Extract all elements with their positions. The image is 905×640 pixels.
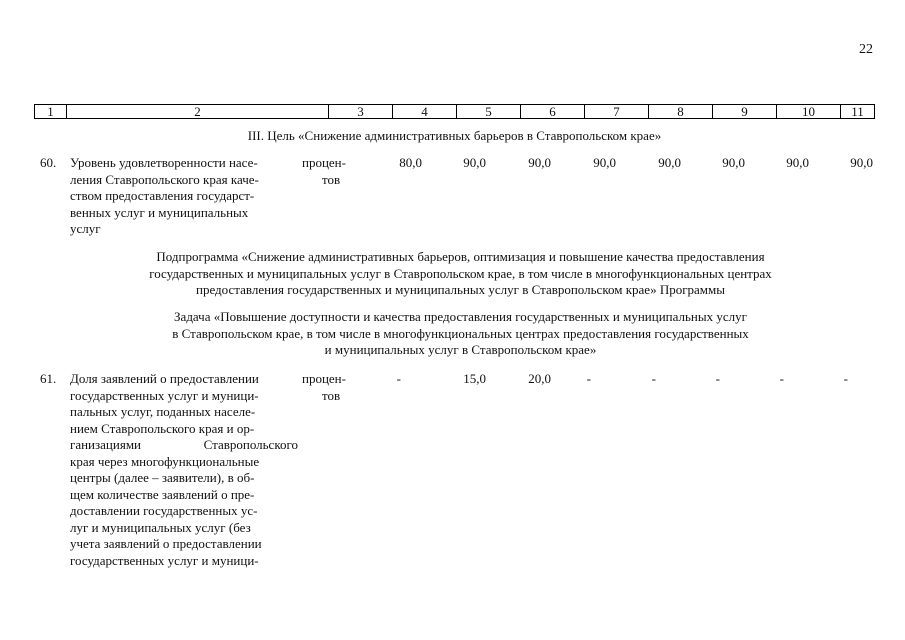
column-header-5: 5 — [457, 105, 521, 118]
column-header-4: 4 — [393, 105, 457, 118]
justified-word: Ставропольского — [203, 437, 298, 452]
row-value: 90,0 — [850, 155, 873, 170]
goal-title: III. Цель «Снижение административных барьеров в Ставропольском крае» — [247, 128, 662, 143]
row-unit: процен- тов — [302, 371, 346, 403]
row-value: - — [715, 371, 720, 386]
column-header-2: 2 — [67, 105, 329, 118]
page-number: 22 — [859, 42, 873, 57]
row-value: 15,0 — [463, 371, 486, 386]
column-header-6: 6 — [521, 105, 585, 118]
row-value: 90,0 — [463, 155, 486, 170]
column-header-7: 7 — [585, 105, 649, 118]
row-value: 90,0 — [658, 155, 681, 170]
row-description: Доля заявлений о предоставлении государственных услуг и муници- пальных услуг, поданных населе- нием Ставропольского края и ор- ганизациями Ставропольского края через многофункциональные центры (далее – заявители), в об- щем количестве заявлений о пре- доставлении государственных ус- луг и муниципальных услуг (без учета заявлений о предоставлении государственных услуг и муници- — [70, 371, 298, 568]
row-value: - — [779, 371, 784, 386]
task-title: Задача «Повышение доступности и качества предоставления государственных и муниципальных услуг в Ставропольском крае, в том числе в многофункциональных центрах предоставления государственных и муниципальных услуг в Ставропольском крае» — [172, 309, 749, 357]
column-header-1: 1 — [35, 105, 67, 118]
row-unit: процен- тов — [302, 155, 346, 187]
row-number: 61. — [40, 371, 57, 386]
row-value: 90,0 — [786, 155, 809, 170]
row-value: - — [586, 371, 591, 386]
justified-word: ганизациями — [70, 437, 141, 452]
row-value: 20,0 — [528, 371, 551, 386]
subprogram-title: Подпрограмма «Снижение административных барьеров, оптимизация и повышение качества предоставления государственных и муниципальных услуг в Ставропольском крае, в том числе в многофункциональных центрах предоставления государственных и муниципальных услуг в Ставропольском крае» Программы — [149, 249, 772, 297]
row-description: Уровень удовлетворенности насе- ления Ставропольского края каче- ством предоставления государст- венных услуг и муниципальных услуг — [70, 155, 259, 236]
column-header-10: 10 — [777, 105, 841, 118]
row-value: - — [651, 371, 656, 386]
column-header-3: 3 — [329, 105, 393, 118]
column-header-8: 8 — [649, 105, 713, 118]
justified-line — [70, 437, 298, 454]
column-header-9: 9 — [713, 105, 777, 118]
row-value: 90,0 — [593, 155, 616, 170]
row-value: 90,0 — [528, 155, 551, 170]
row-number: 60. — [40, 155, 57, 170]
row-value: 90,0 — [722, 155, 745, 170]
column-header-row — [34, 104, 875, 119]
row-value: 80,0 — [399, 155, 422, 170]
row-value: - — [396, 371, 401, 386]
row-value: - — [843, 371, 848, 386]
column-header-11: 11 — [851, 104, 864, 119]
